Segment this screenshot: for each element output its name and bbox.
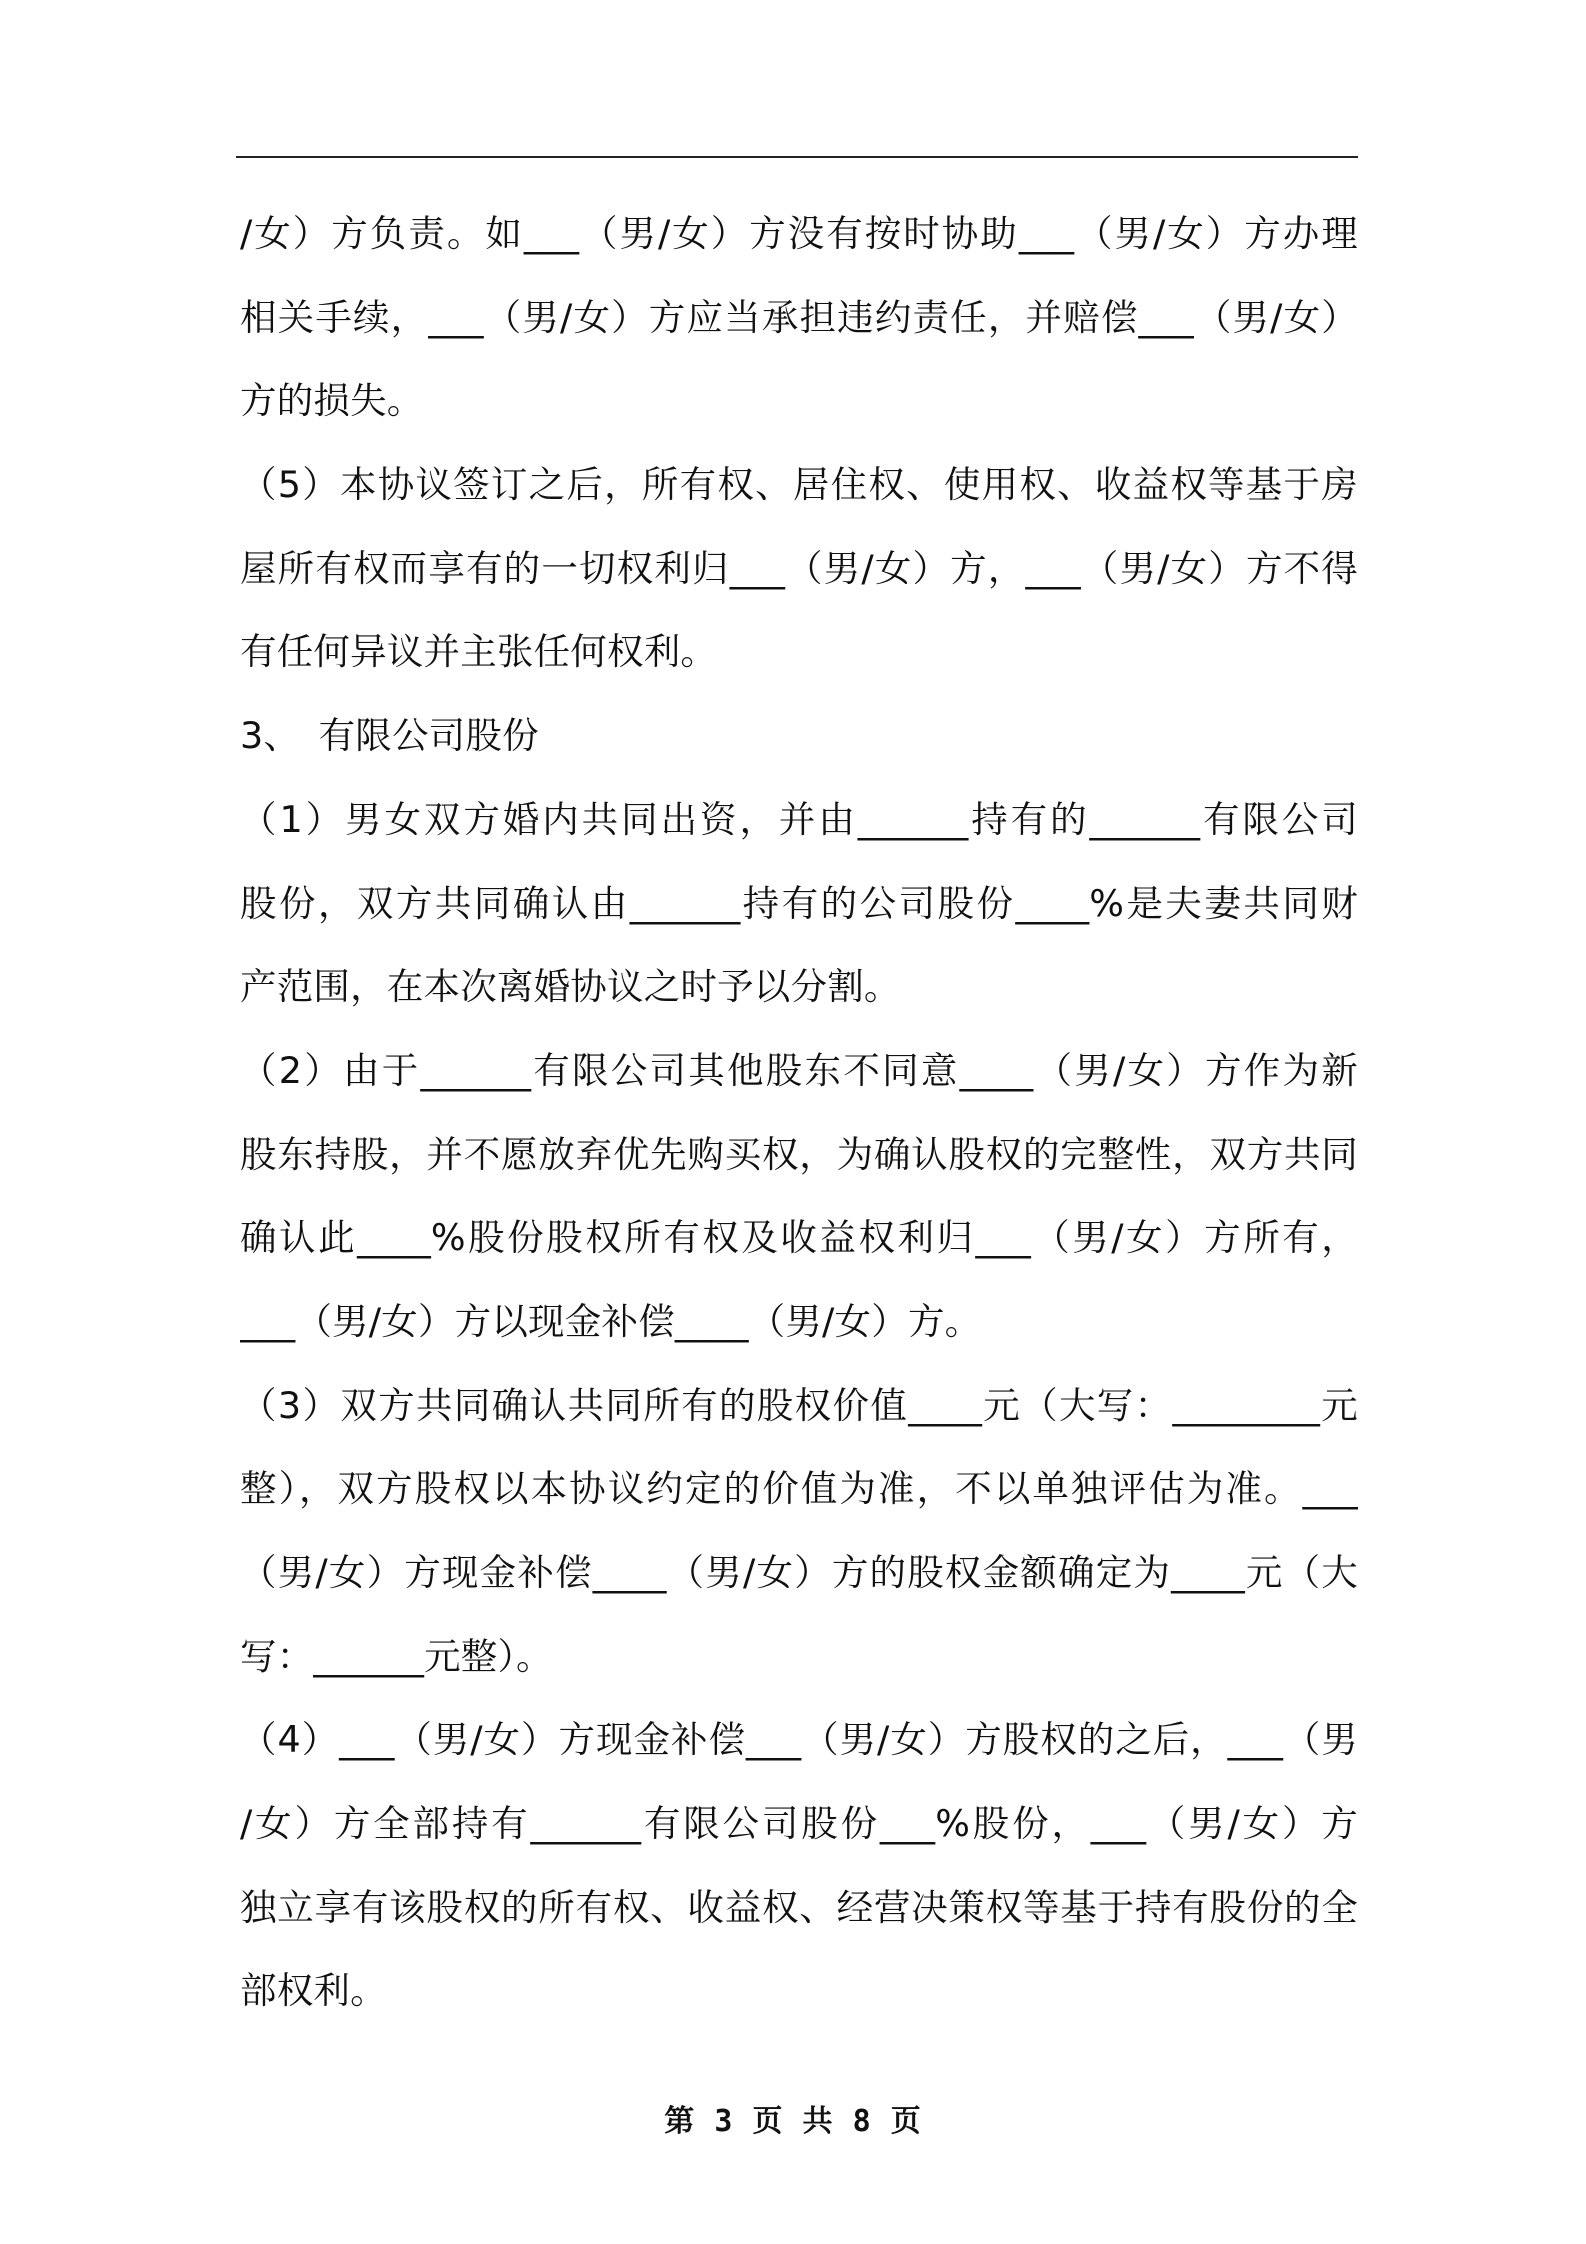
- body-line: 相关手续，___（男/女）方应当承担违约责任，并赔偿___（男/女）: [240, 295, 1358, 339]
- body-line: 独立享有该股权的所有权、收益权、经营决策权等基于持有股份的全: [240, 1885, 1358, 1929]
- body-line: 屋所有权而享有的一切权利归___（男/女）方，___（男/女）方不得: [240, 546, 1358, 590]
- body-line: （5）本协议签订之后，所有权、居住权、使用权、收益权等基于房: [240, 463, 1358, 507]
- body-line: （4）___（男/女）方现金补偿___（男/女）方股权的之后，___（男: [240, 1718, 1358, 1762]
- body-line: （1）男女双方婚内共同出资，并由______持有的______有限公司: [240, 797, 1358, 841]
- body-line: ___（男/女）方以现金补偿____（男/女）方。: [240, 1299, 982, 1343]
- body-line: /女）方全部持有______有限公司股份___%股份，___（男/女）方: [240, 1802, 1358, 1846]
- body-line: 产范围，在本次离婚协议之时予以分割。: [240, 965, 901, 1009]
- section-heading: 3、 有限公司股份: [240, 714, 539, 758]
- body-line: 股份，双方共同确认由______持有的公司股份____%是夫妻共同财: [240, 881, 1358, 925]
- body-line: 有任何异议并主张任何权利。: [240, 630, 718, 674]
- body-line: 股东持股，并不愿放弃优先购买权，为确认股权的完整性，双方共同: [240, 1132, 1358, 1176]
- body-line: （男/女）方现金补偿____（男/女）方的股权金额确定为____元（大: [240, 1551, 1358, 1594]
- body-line: （2）由于______有限公司其他股东不同意____（男/女）方作为新: [240, 1048, 1358, 1092]
- body-line: 写：______元整）。: [240, 1634, 553, 1678]
- body-line: 整），双方股权以本协议约定的价值为准，不以单独评估为准。___: [240, 1467, 1358, 1511]
- body-line: /女）方负责。如___（男/女）方没有按时协助___（男/女）方办理: [240, 212, 1358, 255]
- body-line: （3）双方共同确认共同所有的股权价值____元（大写：________元: [240, 1383, 1358, 1427]
- body-line: 方的损失。: [240, 379, 424, 423]
- body-line: 部权利。: [240, 1969, 387, 2013]
- body-line: 确认此____%股份股权所有权及收益权利归___（男/女）方所有，: [240, 1216, 1358, 1260]
- document-body: [240, 192, 1358, 2033]
- page-number: 第 3 页 共 8 页: [664, 2104, 922, 2139]
- header-divider: [236, 156, 1358, 158]
